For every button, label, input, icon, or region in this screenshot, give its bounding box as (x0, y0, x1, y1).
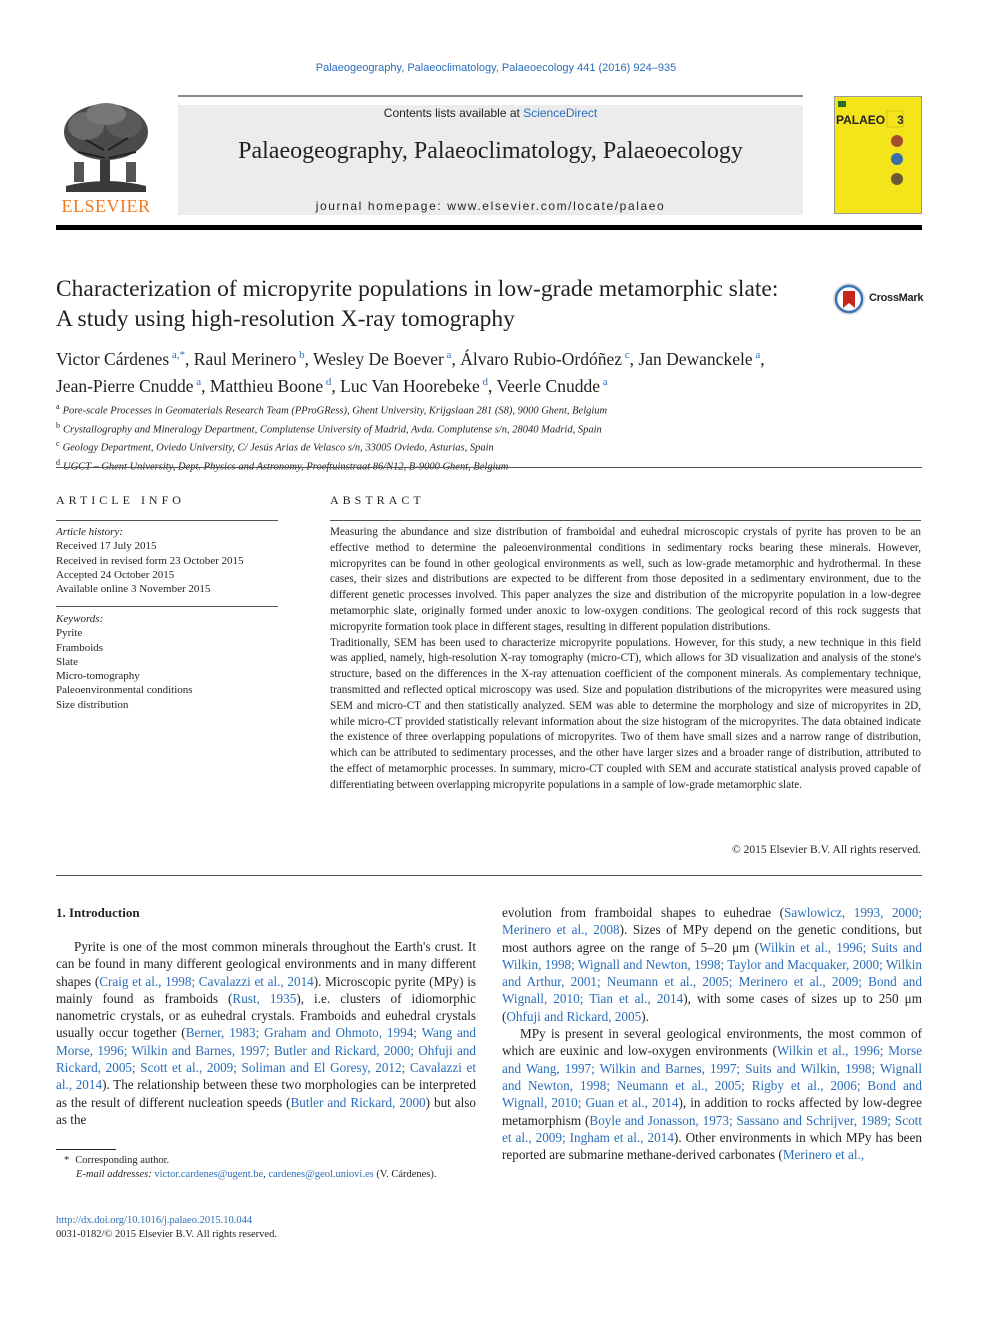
citation-link[interactable]: Wilkin et al., 1996; Suits and Wilkin, 1998; Wignall and Newton, 1998; Taylor and Macquaker, 2000; Wilkin and Arthur, 2001; Neumann et al., 2005; Merinero et al., 2009; Bond and Wignall, 2010; Tian et al., 2014 (502, 939, 922, 1007)
author-name[interactable]: Luc Van Hoorebeke (340, 375, 480, 396)
article-info-rule (56, 520, 278, 521)
author-affiliation-marker[interactable]: a,* (169, 349, 186, 361)
keywords-label: Keywords: (56, 613, 104, 625)
citation-link[interactable]: Berner, 1983; Graham and Ohmoto, 1994; Wang and Morse, 1996; Wilkin and Barnes, 1997; Butler and Rickard, 2000; Ohfuji and Rickard, 2005; Scott et al., 2009; Soliman and El Goresy, 2012; Cavalazzi et al., 2014 (56, 1025, 476, 1093)
email-suffix: (V. Cárdenes). (376, 1169, 437, 1180)
history-item: Received in revised form 23 October 2015 (56, 554, 244, 567)
affiliation-item: $^c$ Geology Department, Oviedo University, C/ Jesús Arias de Velasco s/n, 33005 Oviedo, Asturias, Spain (56, 439, 494, 454)
cover-title-text: PALAEO (836, 113, 886, 127)
citation-link[interactable]: Sawlowicz, 1993, 2000; Merinero et al., 2008 (502, 905, 922, 938)
keyword-item: Micro-tomography (56, 670, 140, 683)
abstract-paragraph: Measuring the abundance and size distribution of framboidal and euhedral microscopic crystals of pyrite has proven to be an effective method to determine the paleoenvironmental conditions in sedimentary rocks bearing these minerals. However, micropyrites can be found in other geological environments as well, such as low-grade metamorphic and hydrothermal. In these cases, their sizes and distributions are expected to be different from those deposited in a sedimentary environment, due to the different genetic processes involved. This paper analyzes the size and distribution of the micropyrite population in a low-degree metamorphic slate, originally formed under anoxic to low-oxygen conditions. The geological record of this rock suggests that micropyrite formation took place in different stages, resulting in different population distributions. (330, 526, 921, 633)
intro-heading: 1. Introduction (56, 905, 140, 920)
author-name[interactable]: Veerle Cnudde (496, 375, 600, 396)
keywords-rule (56, 606, 278, 607)
author-name[interactable]: Álvaro Rubio-Ordóñez (460, 348, 623, 369)
intro-paragraph: evolution from framboidal shapes to euhedrae (Sawlowicz, 1993, 2000; Merinero et al., 2008). Sizes of MPy depend on the genetic conditions, but most authors agree on the range of 5–20 μm (Wilkin et al., 1996; Suits and Wilkin, 1998; Wignall and Newton, 1998; Taylor and Macquaker, 2000; Wilkin and Arthur, 2001; Neumann et al., 2005; Merinero et al., 2009; Bond and Wignall, 2010; Tian et al., 2014), with some cases of sizes up to 250 μm (Ohfuji and Rickard, 2005). (502, 905, 923, 1024)
keyword-item: Pyrite (56, 627, 83, 640)
affiliation-item: $^a$ Pore-scale Processes in Geomaterials Research Team (PProGRess), Ghent University, Krijgslaan 281 (S8), 9000 Ghent, Belgium (56, 402, 608, 417)
footnote-corresponding: * Corresponding author. (64, 1155, 170, 1166)
citation-link[interactable]: Boyle and Jonasson, 1973; Sassano and Schrijver, 1989; Scott et al., 2009; Ingham et al., 2014 (502, 1112, 922, 1145)
issn-line: 0031-0182/© 2015 Elsevier B.V. All rights reserved. (56, 1229, 277, 1240)
abstract-body (330, 525, 921, 794)
footnote-rule (56, 1149, 116, 1150)
contents-prefix: Contents lists available at (383, 106, 524, 120)
journal-citation-link[interactable]: Palaeogeography, Palaeoclimatology, Palaeoecology 441 (2016) 924–935 (315, 62, 677, 74)
crossmark-icon (832, 282, 866, 316)
author-name[interactable]: Victor Cárdenes (56, 348, 170, 369)
doi-link[interactable]: http://dx.doi.org/10.1016/j.palaeo.2015.10.044 (56, 1215, 253, 1226)
author-name[interactable]: Wesley De Boever (313, 348, 444, 369)
history-item: Available online 3 November 2015 (56, 583, 211, 596)
affiliation-item: d (56, 457, 60, 467)
keyword-item: Slate (56, 655, 78, 668)
article-info-heading: ARTICLE INFO (56, 493, 185, 507)
cover-title (836, 113, 904, 127)
keyword-item: Framboids (56, 641, 104, 654)
citation-link[interactable]: Ohfuji and Rickard, 2005 (506, 1008, 642, 1024)
abstract-copyright: © 2015 Elsevier B.V. All rights reserved. (732, 844, 921, 856)
footnote-emails: E-mail addresses: victor.cardenes@ugent.be, cardenes@geol.uniovi.es (V. Cárdenes). (76, 1169, 437, 1180)
intro-left-column (56, 938, 476, 1128)
author-affiliation-marker[interactable]: a (600, 375, 608, 388)
author-affiliation-marker[interactable]: b (296, 349, 305, 361)
intro-paragraph: Pyrite is one of the most common minerals throughout the Earth's crust. It can be found in many different geological environments and in many different shapes (Craig et al., 1998; Cavalazzi et al., 2014). Microscopic pyrite (MPy) is mainly found as framboids (Rust, 1935), i.e. clusters of idiomorphic nanometric crystals, or as euhedral crystals. Framboids and euhedral crystals usually occur together (Berner, 1983; Graham and Ohmoto, 1994; Wang and Morse, 1996; Wilkin and Barnes, 1997; Butler and Rickard, 2000; Ohfuji and Rickard, 2005; Scott et al., 2009; Soliman and El Goresy, 2012; Cavalazzi et al., 2014). The relationship between these two morphologies can be interpreted as the result of different nucleation speeds (Butler and Rickard, 2000) but also as the (56, 939, 477, 1127)
contents-line (178, 106, 803, 120)
abstract-divider (56, 875, 922, 876)
corresponding-text: Corresponding author. (75, 1155, 170, 1166)
crossmark-label: CrossMark (869, 292, 924, 304)
citation-link[interactable]: Rust, 1935 (232, 990, 297, 1006)
header-rule (56, 225, 922, 230)
author-affiliation-marker[interactable]: a (193, 375, 202, 388)
history-label: Article history: (56, 526, 123, 538)
author-affiliation-marker[interactable]: c (622, 349, 630, 361)
author-name[interactable]: Jean-Pierre Cnudde (56, 375, 194, 396)
citation-link[interactable]: Wilkin et al., 1996; Morse and Wang, 1997; Wilkin and Barnes, 1997; Suits and Wilkin, 1998; Wignall and Newton, 1998; Neumann et al., 2005; Rigby et al., 2006; Bond and Wignall, 2010; Guan et al., 2014 (502, 1043, 922, 1111)
article-history (56, 525, 278, 596)
doi-block (56, 1214, 277, 1242)
intro-right-column (502, 904, 922, 1163)
author-affiliation-marker[interactable]: d (323, 375, 332, 388)
citation-link[interactable]: Butler and Rickard, 2000 (290, 1094, 426, 1110)
keyword-item: Size distribution (56, 698, 129, 711)
author-affiliation-marker[interactable]: d (479, 375, 489, 388)
journal-homepage[interactable]: journal homepage: www.elsevier.com/locate/palaeo (315, 199, 666, 213)
email-link-1[interactable]: victor.cardenes@ugent.be (154, 1169, 264, 1180)
affiliation-list (56, 400, 916, 474)
abstract-rule (330, 520, 921, 521)
history-item: Received 17 July 2015 (56, 540, 157, 553)
keywords-block (56, 612, 278, 712)
author-name[interactable]: Matthieu Boone (209, 375, 324, 396)
author-name[interactable]: Raul Merinero (193, 348, 297, 369)
footnote (56, 1154, 476, 1182)
email-label: E-mail addresses: (76, 1169, 152, 1180)
email-link-2[interactable]: cardenes@geol.uniovi.es (268, 1169, 374, 1180)
citation-link[interactable]: Craig et al., 1998; Cavalazzi et al., 2014 (99, 973, 314, 989)
article-title: Characterization of micropyrite populations in low-grade metamorphic slate: A study using high-resolution X-ray tomography (56, 276, 779, 332)
author-name[interactable]: Jan Dewanckele (638, 348, 753, 369)
elsevier-wordmark: ELSEVIER (61, 196, 151, 216)
keyword-item: Paleoenvironmental conditions (56, 684, 193, 697)
abstract-paragraph: Traditionally, SEM has been used to characterize micropyrite populations. However, for this study, a new technique in this field was applied, namely, high-resolution X-ray tomography (micro-CT), which allows for 3D visualization and analysis of the stone's structure, based on the differences in the X-ray attenuation coefficient of the component minerals. As complementary technique, transmitted and reflected optical microscopy was used. Size and population distributions of the micropyrites were measured using SEM and micro-CT and then statistically analyzed. SEM was able to determine the morphology and size of micropyrites in 2D, while micro-CT provided statistically relevant information about the size histogram of the micropyrites. The data obtained indicate the existence of three overlapping populations of micropyrites. Two of them have small sizes and a narrow range of distribution, which can be attributed to sedimentary processes, and the other have larger sizes and a broader range of distribution, attributed to the effect of metamorphic processes. In summary, micro-CT coupled with SEM and accurate statistical analysis proved capable of differentiating between overlapping micropyrite populations in a sample of low-grade metamorphic slate. (330, 636, 921, 791)
author-list: Victor Cárdenes $^{a,*}$, Raul Merinero $^b$, Wesley De Boever $^a$, Álvaro Rubio-Ordóñez $^c$, Jan Dewanckele $^a$, Jean-Pierre Cnudde $^a$, Matthieu Boone $^d$, Luc Van Hoorebeke $^d$, Veerle Cnudde $^a$ (56, 348, 765, 396)
abstract-heading: ABSTRACT (330, 493, 425, 507)
cover-number: 3 (897, 113, 904, 127)
citation-link[interactable]: Merinero et al., (782, 1147, 865, 1163)
sciencedirect-link[interactable]: ScienceDirect (523, 106, 598, 120)
affiliation-item: $^b$ Crystallography and Mineralogy Department, Complutense University of Madrid, Avda. Complutense s/n, 28040 Madrid, Spain (56, 420, 602, 435)
history-item: Accepted 24 October 2015 (56, 568, 175, 581)
intro-paragraph: MPy is present in several geological environments, the most common of which are euxinic and low-oxygen environments (Wilkin et al., 1996; Morse and Wang, 1997; Wilkin and Barnes, 1997; Suits and Wilkin, 1998; Wignall and Newton, 1998; Neumann et al., 2005; Rigby et al., 2006; Bond and Wignall, 2010; Guan et al., 2014), in addition to rocks affected by low-degree metamorphism (Boyle and Jonasson, 1973; Sassano and Schrijver, 1989; Scott et al., 2009; Ingham et al., 2014). Other environments in which MPy has been reported are submarine methane-derived carbonates (Merinero et al., (502, 1026, 922, 1163)
affiliation-divider (56, 467, 922, 468)
journal-name: Palaeogeography, Palaeoclimatology, Palaeoecology (238, 138, 743, 164)
banner-top-rule (178, 95, 803, 97)
author-affiliation-marker[interactable]: a (443, 349, 452, 361)
author-affiliation-marker[interactable]: a (752, 349, 761, 361)
